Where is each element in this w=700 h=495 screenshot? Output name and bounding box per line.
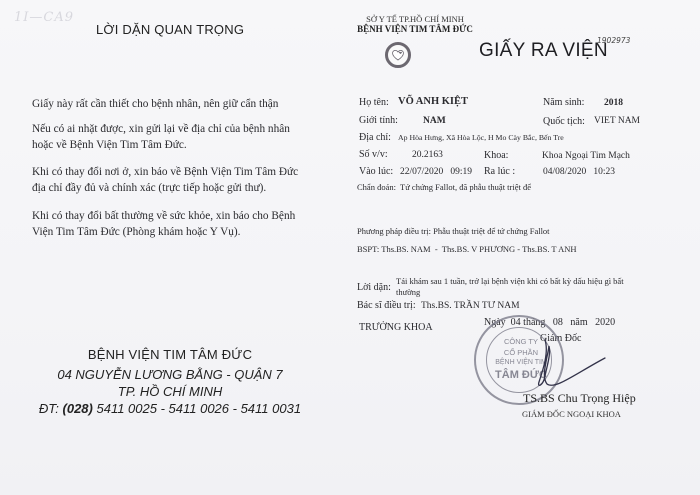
- treating-doctor: Ths.BS. TRẦN TƯ NAM: [421, 301, 520, 311]
- date-day: 04: [510, 317, 521, 328]
- patient-name: VÕ ANH KIỆT: [398, 96, 469, 107]
- signer-title: GIÁM ĐỐC NGOẠI KHOA: [522, 409, 621, 419]
- hospital-address: 04 NGUYỄN LƯƠNG BẰNG - QUẬN 7: [57, 367, 283, 382]
- document-title: GIẤY RA VIỆN: [479, 40, 608, 61]
- heart-logo-icon: [385, 42, 411, 68]
- head-of-department-label: TRƯỞNG KHOA: [359, 322, 433, 333]
- admission-time: 22/07/2020 09:19: [400, 167, 473, 177]
- stamp-line-4: TÂM ĐỨC: [495, 369, 547, 381]
- name-label: Họ tên:: [359, 97, 389, 108]
- date-day-label: Ngày: [484, 317, 506, 328]
- note-paragraph: Giấy này rất cần thiết cho bệnh nhân, nên giữ cẩn thận: [32, 98, 279, 110]
- department: Khoa Ngoại Tim Mạch: [542, 151, 630, 161]
- handwritten-mark: 1I—CA9: [14, 10, 75, 25]
- treatment-method: [357, 226, 550, 236]
- date-month-label: tháng: [523, 317, 546, 328]
- phone-numbers: 5411 0025 - 5411 0026 - 5411 0031: [92, 401, 302, 416]
- nationality-label: Quốc tịch:: [543, 116, 585, 127]
- phone-area-code: (028): [62, 401, 93, 416]
- health-department: SỞ Y TẾ TP.HỒ CHÍ MINH: [366, 14, 464, 24]
- record-number: 20.2163: [412, 150, 443, 160]
- advice-line-2: thường: [396, 287, 421, 297]
- header-hospital-name: BỆNH VIỆN TIM TÂM ĐỨC: [357, 24, 473, 34]
- address-label: Địa chỉ:: [359, 132, 391, 143]
- department-label: Khoa:: [484, 150, 509, 161]
- birth-year-label: Năm sinh:: [543, 97, 585, 108]
- diagnosis-label: Chẩn đoán:: [357, 182, 396, 192]
- stamp-line-1: CÔNG TY: [503, 337, 539, 346]
- date-month: 08: [552, 317, 563, 328]
- stamp-line-3: BỆNH VIỆN TIM: [495, 359, 547, 366]
- surgeons-value: Ths.BS. NAM - Ths.BS. V PHƯƠNG - Ths.BS. T ANH: [381, 244, 577, 254]
- date-year: 2020: [595, 317, 616, 328]
- nationality: VIET NAM: [594, 116, 641, 126]
- discharge-label: Ra lúc :: [484, 166, 516, 177]
- surgeons: [357, 244, 577, 254]
- birth-year: 2018: [604, 98, 623, 108]
- treatment-method-label: Phương pháp điều trị:: [357, 226, 432, 236]
- date-year-label: năm: [570, 317, 588, 328]
- hospital-city: TP. HỒ CHÍ MINH: [117, 384, 223, 399]
- note-paragraph: Nếu có ai nhặt được, xin gửi lại về địa chỉ của bệnh nhân hoặc về Bệnh Viện Tim Tâm Đức.: [32, 123, 290, 151]
- record-number-label: Số v/v:: [359, 149, 388, 160]
- important-notes-title: LỜI DẶN QUAN TRỌNG: [96, 22, 245, 37]
- surgeons-label: BSPT:: [357, 244, 380, 254]
- hospital-name: BỆNH VIỆN TIM TÂM ĐỨC: [87, 347, 253, 362]
- diagnosis: Tứ chứng Fallot, đã phẫu thuật triệt để: [400, 182, 532, 192]
- stamp-line-2: CỔ PHẦN: [503, 348, 539, 357]
- note-paragraph: Khi có thay đổi bất thường về sức khỏe, xin báo cho Bệnh Viện Tim Tâm Đức (Phòng khám hoặc Y Vụ).: [32, 210, 296, 238]
- treatment-method-value: Phẫu thuật triệt để tứ chứng Fallot: [433, 226, 550, 236]
- signer-name: TS.BS Chu Trọng Hiệp: [523, 391, 636, 405]
- patient-sex: NAM: [423, 116, 446, 126]
- sex-label: Giới tính:: [359, 115, 398, 126]
- advice-label: Lời dặn:: [357, 282, 391, 293]
- doctor-label: Bác sĩ điều trị:: [357, 300, 416, 311]
- director-role: Giám Đốc: [540, 333, 582, 344]
- hospital-phone: [0, 401, 340, 416]
- advice-line-1: Tái khám sau 1 tuần, trở lại bệnh viện khi có bất kỳ dấu hiệu gì bất: [396, 276, 624, 286]
- signature-scribble: [505, 330, 615, 400]
- phone-label: ĐT:: [38, 401, 63, 416]
- admission-label: Vào lúc:: [359, 166, 394, 177]
- discharge-time: 04/08/2020 10:23: [543, 167, 616, 177]
- patient-address: Ap Hòa Hưng, Xã Hòa Lộc, H Mo Cày Bắc, Bến Tre: [398, 133, 564, 142]
- document-number: 1902973: [597, 36, 631, 45]
- note-paragraph: Khi có thay đổi nơi ở, xin báo về Bệnh Viện Tim Tâm Đức địa chỉ đầy đủ và chính xác (trực tiếp hoặc gửi thư).: [32, 166, 299, 194]
